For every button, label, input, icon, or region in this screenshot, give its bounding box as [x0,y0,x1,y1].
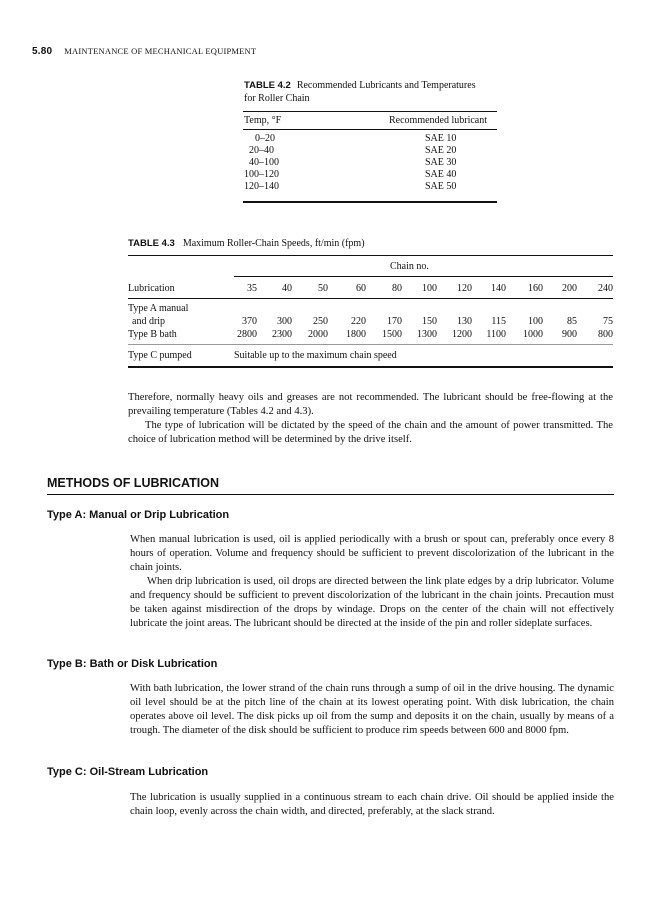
lubricant-cell: SAE 30 [425,157,457,168]
table-4-2-title-line1: Recommended Lubricants and Temperatures [296,80,476,91]
lubricant-cell: SAE 40 [425,169,457,180]
chain-number-cell: 35 [247,283,257,294]
temp-cell: 20–40 [249,145,274,156]
table-4-2-label: TABLE 4.2 [244,80,291,91]
type-a-text [130,533,614,631]
table-bottom-rule [243,201,497,203]
table-4-2-caption [244,79,504,105]
type-b-paragraph-1: With bath lubrication, the lower strand of the chain runs through a sump of oil in the drive housing. The dynamic oil level should be at the pitch line of the chain at its lowest operating point. With disk lubrication, the chain operates above oil level. The disk picks up oil from the sump and deposits it on the chain, usually by means of a trough. The diameter of the disk should be sufficient to produce rim speeds between 600 and 8000 fpm. [130,683,614,736]
type-b-speed-cell: 1800 [346,329,366,340]
type-b-speed-cell: 1500 [382,329,402,340]
type-a-label-line1: Type A manual [128,303,189,314]
table-4-2-title-line2: for Roller Chain [244,93,310,104]
lubrication-header: Lubrication [128,283,175,294]
type-a-speed-cell: 150 [422,316,437,327]
table-row [243,145,497,157]
chain-no-header: Chain no. [390,261,429,272]
table-header-rule [128,298,613,299]
column-header-lubricant: Recommended lubricant [389,115,488,126]
type-b-speed-cell: 800 [598,329,613,340]
type-a-speed-cell: 115 [491,316,506,327]
type-b-speed-cell: 2000 [308,329,328,340]
type-a-speed-cell: 220 [351,316,366,327]
type-a-speed-cell: 75 [603,316,613,327]
type-a-paragraph-1: When manual lubrication is used, oil is applied periodically with a brush or spout can, preferably once every 8 hours of operation. Volume and frequency should be sufficient to prevent discolorization of the lubricant in the chain joints. [130,534,614,573]
chain-number-cell: 80 [392,283,402,294]
type-c-text [130,791,614,819]
lubricant-cell: SAE 10 [425,133,457,144]
temp-cell: 100–120 [244,169,279,180]
temp-cell: 0–20 [255,133,275,144]
table-4-2 [243,111,497,203]
type-a-paragraph-2: When drip lubrication is used, oil drops are directed between the link plate edges by a drip lubricator. Volume and frequency should be sufficient to prevent discolorization of the lubricant in the chain joints. Precaution must be taken against misdirection of the drops by windage. Drops on the center of the chain will not effectively lubricate the joint areas. The lubricant should be directed at the inside of the pin and roller sideplate surfaces. [130,576,614,629]
chain-number-cell: 120 [457,283,472,294]
table-row [243,169,497,181]
type-a-speed-cell: 85 [567,316,577,327]
chain-number-cell: 100 [422,283,437,294]
table-bottom-rule [128,366,613,368]
type-a-speed-cell: 300 [277,316,292,327]
type-a-speed-cell: 170 [387,316,402,327]
type-c-paragraph-1: The lubrication is usually supplied in a continuous stream to each chain drive. Oil should be applied inside the chain loop, evenly across the chain width, and directed, preferably, at the slack strand. [130,792,614,817]
type-c-heading: Type C: Oil-Stream Lubrication [47,766,209,778]
table-4-3-label: TABLE 4.3 [128,238,175,249]
chain-number-cell: 40 [282,283,292,294]
running-title: MAINTENANCE OF MECHANICAL EQUIPMENT [64,46,257,56]
intro-paragraph-2: The type of lubrication will be dictated by the speed of the chain and the amount of power transmitted. The choice of lubrication method will be determined by the drive itself. [128,420,613,445]
lubricant-cell: SAE 50 [425,181,457,192]
chain-number-cell: 50 [318,283,328,294]
temp-cell: 40–100 [249,157,279,168]
table-top-rule [243,111,497,112]
type-a-speed-cell: 100 [528,316,543,327]
lubricant-cell: SAE 20 [425,145,457,156]
table-top-rule [128,255,613,256]
intro-text [128,391,613,447]
table-4-3-caption [128,238,365,249]
type-a-label-line2: and drip [132,316,166,327]
chain-number-cell: 160 [528,283,543,294]
type-b-text [130,682,614,738]
chain-number-cell: 60 [356,283,366,294]
row-divider [128,344,613,345]
type-b-speed-cell: 900 [562,329,577,340]
table-row [243,181,497,193]
type-b-label: Type B bath [128,329,177,340]
table-header-row [243,115,497,128]
type-b-speed-cell: 1000 [523,329,543,340]
type-b-speed-cell: 1100 [486,329,506,340]
type-b-speed-cell: 1200 [452,329,472,340]
temp-cell: 120–140 [244,181,279,192]
chain-number-cell: 240 [598,283,613,294]
type-c-label: Type C pumped [128,350,192,361]
chain-number-cell: 140 [491,283,506,294]
section-heading-rule [47,494,614,495]
type-a-speed-cell: 130 [457,316,472,327]
table-4-3 [128,255,613,370]
type-a-heading: Type A: Manual or Drip Lubrication [47,509,230,521]
chain-no-rule [234,276,613,277]
table-header-rule [243,129,497,130]
section-heading: METHODS OF LUBRICATION [47,476,219,490]
type-a-speed-cell: 370 [242,316,257,327]
table-row [243,157,497,169]
page-number: 5.80 [32,46,53,57]
table-row [243,133,497,145]
running-header [32,46,256,57]
type-b-speed-cell: 2800 [237,329,257,340]
type-a-speed-cell: 250 [313,316,328,327]
type-b-speed-cell: 2300 [272,329,292,340]
chain-number-cell: 200 [562,283,577,294]
table-4-3-title: Maximum Roller-Chain Speeds, ft/min (fpm) [182,238,365,249]
intro-paragraph-1: Therefore, normally heavy oils and greases are not recommended. The lubricant should be free-flowing at the prevailing temperature (Tables 4.2 and 4.3). [128,392,613,417]
type-b-heading: Type B: Bath or Disk Lubrication [47,658,218,670]
type-c-text: Suitable up to the maximum chain speed [234,350,397,361]
column-header-temp: Temp, °F [244,115,282,126]
type-b-speed-cell: 1300 [417,329,437,340]
